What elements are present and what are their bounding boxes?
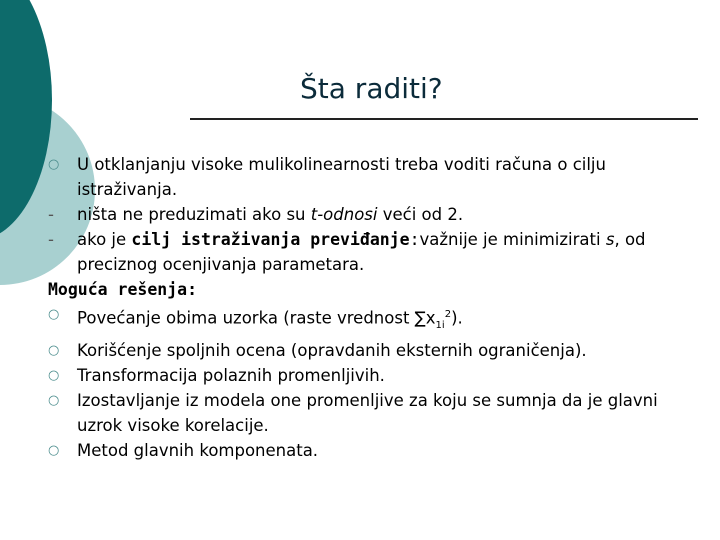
list-item-solution-2 — [48, 338, 688, 363]
intro-text: U otklanjanju visoke mulikolinearnosti treba voditi računa o cilju istraživanja. — [77, 155, 606, 199]
list-item-solution-4 — [48, 388, 688, 438]
list-item-solution-5 — [48, 438, 688, 463]
slide-title: Šta raditi? — [300, 72, 443, 105]
slide-content — [48, 152, 688, 463]
circle-bullet-icon: ○ — [48, 157, 60, 172]
circle-bullet-icon: ○ — [48, 392, 60, 408]
list-item-dash-1 — [48, 202, 688, 227]
circle-bullet-icon: ○ — [48, 307, 60, 322]
s-term: s — [605, 230, 615, 249]
list-item-dash-2 — [48, 227, 688, 277]
solution-5-text: Metod glavnih komponenata. — [77, 440, 319, 460]
dash1-text: ništa ne preduzimati ako su — [77, 205, 311, 224]
circle-bullet-icon: ○ — [48, 367, 60, 383]
circle-bullet-icon: ○ — [48, 442, 60, 458]
colon: : — [409, 230, 420, 249]
subscript: 1i — [435, 319, 445, 331]
list-item-intro — [48, 152, 688, 202]
solution-4-text: Izostavljanje iz modela one promenljive za koju se sumnja da je glavni uzrok visoke korelacije. — [77, 390, 658, 435]
dash2-text: ako je — [77, 230, 132, 249]
solution-2-text: Korišćenje spoljnih ocena (opravdanih eksternih ograničenja). — [77, 340, 587, 360]
forecast-goal-term: cilj istraživanja previđanje — [131, 230, 410, 249]
list-item-solution-3 — [48, 363, 688, 388]
dash-bullet-icon: - — [48, 205, 54, 224]
solutions-heading: Moguća rešenja: — [48, 280, 198, 299]
superscript: 2 — [444, 309, 452, 320]
t-ratio-term: t-odnosi — [310, 205, 378, 224]
solution-1-end: ). — [451, 308, 463, 328]
dash2-middle: važnije je minimizirati — [419, 230, 606, 249]
solution-3-text: Transformacija polaznih promenljivih. — [77, 365, 385, 385]
solution-1-text: Povećanje obima uzorka (raste vrednost ∑x — [77, 308, 436, 328]
dash2-end: , od preciznog ocenjivanja parametara. — [77, 230, 646, 274]
dash-bullet-icon: - — [48, 230, 54, 249]
dash1-end: veći od 2. — [377, 205, 464, 224]
circle-bullet-icon: ○ — [48, 342, 60, 358]
title-underline — [190, 118, 698, 120]
list-item-solution-1 — [48, 302, 688, 338]
